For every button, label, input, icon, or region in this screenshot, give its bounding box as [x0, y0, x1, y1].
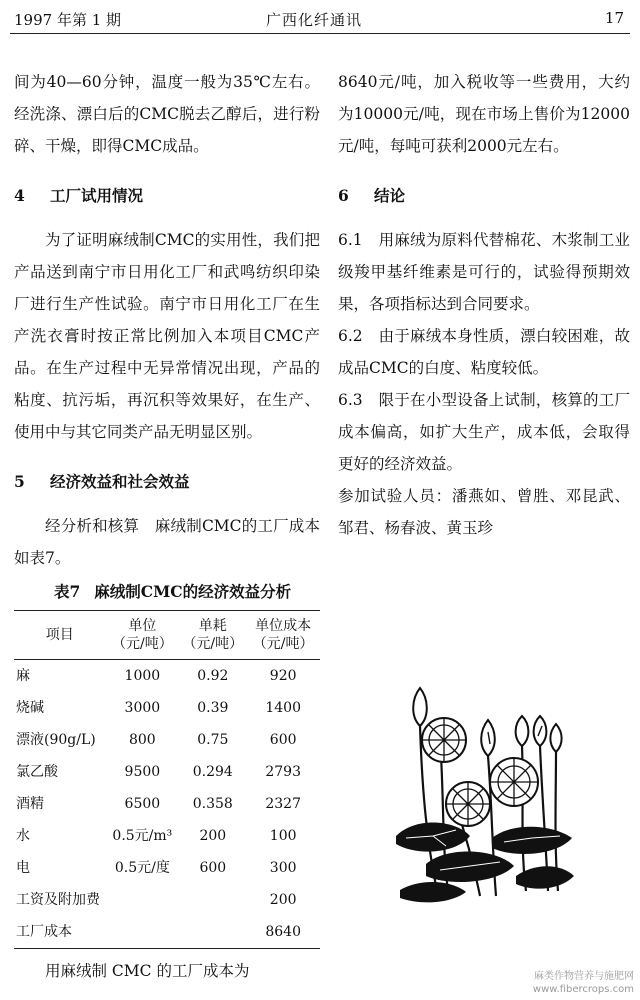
table-row	[14, 916, 320, 949]
table-cell: 0.5元/m³	[112, 828, 173, 844]
table-cell: 酒精	[16, 796, 44, 812]
section-5-heading	[14, 466, 320, 498]
table-cell: 920	[269, 668, 297, 684]
watermark	[533, 970, 634, 996]
table-cell: 0.75	[197, 732, 229, 748]
table-cell: 0.92	[197, 668, 229, 684]
table-cell: 0.294	[192, 764, 233, 780]
journal-title: 广西化纤通讯	[266, 11, 363, 29]
table-cell: 200	[199, 828, 227, 844]
table-row	[14, 852, 320, 884]
lotus-illustration	[396, 686, 574, 906]
table-row	[14, 820, 320, 852]
table-cell: 漂液(90g/L)	[16, 732, 96, 748]
table-cell: 0.39	[197, 700, 229, 716]
conclusion-item: 6.3 限于在小型设备上试制，核算的工厂成本偏高，如扩大生产，成本低，会取得更好的经济效益。	[338, 391, 630, 473]
table-cell: 工资及附加费	[16, 892, 100, 908]
section-6-heading	[338, 180, 630, 212]
table-cell: 100	[269, 828, 297, 844]
cost-table	[14, 610, 320, 949]
table-title: 麻绒制CMC的经济效益分析	[94, 582, 292, 601]
table-cell: 工厂成本	[14, 916, 246, 949]
table-cell: 0.358	[192, 796, 233, 812]
table-row	[14, 756, 320, 788]
column-header: 单位 （元/吨）	[105, 611, 179, 660]
section-4-heading	[14, 180, 320, 212]
table-cell: 3000	[124, 700, 161, 716]
table-row	[14, 884, 320, 916]
table-cell: 8640	[246, 916, 320, 949]
table-row	[14, 724, 320, 756]
section-title: 结论	[374, 186, 406, 205]
table-caption	[14, 576, 320, 608]
right-column	[338, 66, 630, 544]
table-row	[14, 692, 320, 724]
table-row	[14, 660, 320, 693]
table-cell: 6500	[124, 796, 161, 812]
left-column	[14, 66, 320, 987]
section-number: 6	[338, 186, 349, 205]
table-cell: 烧碱	[16, 700, 44, 716]
header-rule	[10, 33, 630, 34]
watermark-url: www.fibercrops.com	[532, 984, 634, 995]
table-cell: 200	[269, 892, 297, 908]
table-cell: 1400	[265, 700, 301, 716]
table-row	[14, 788, 320, 820]
paragraph-cost-continued: 用麻绒制 CMC 的工厂成本为	[45, 962, 250, 980]
table-label: 表7	[54, 582, 81, 601]
table-cell: 800	[128, 732, 156, 748]
column-header: 项目	[14, 611, 105, 660]
paragraph-economics: 经分析和核算 麻绒制CMC的工厂成本如表7。	[14, 517, 320, 567]
table-cell: 600	[269, 732, 297, 748]
table-cell: 300	[269, 860, 297, 876]
table-cell: 电	[16, 860, 30, 876]
participants-line: 参加试验人员：潘燕如、曾胜、邓昆武、邹君、杨春波、黄玉珍	[338, 487, 630, 537]
column-header: 单位成本 （元/吨）	[246, 611, 320, 660]
table-cell: 麻	[16, 668, 30, 684]
table-cell: 2793	[265, 764, 301, 780]
issue-label: 1997 年第 1 期	[14, 11, 122, 29]
table-cell: 2327	[265, 796, 301, 812]
section-number: 5	[14, 472, 25, 491]
conclusion-item: 6.2 由于麻绒本身性质，漂白较困难，故成品CMC的白度、粘度较低。	[338, 327, 630, 377]
column-header: 单耗 （元/吨）	[179, 611, 246, 660]
table-cell: 0.5元/度	[114, 860, 170, 876]
page-number: 17	[604, 9, 624, 27]
table-header-row	[14, 611, 320, 660]
table-cell: 水	[16, 828, 30, 844]
paragraph-profit: 8640元/吨，加入税收等一些费用，大约为10000元/吨，现在市场上售价为12000元/吨，每吨可获利2000元左右。	[338, 73, 630, 155]
table-cell: 1000	[124, 668, 161, 684]
section-title: 工厂试用情况	[50, 186, 144, 205]
conclusion-item: 6.1 用麻绒为原料代替棉花、木浆制工业级羧甲基纤维素是可行的，试验得预期效果，各项指标达到合同要求。	[338, 231, 630, 313]
table-cell: 9500	[124, 764, 161, 780]
watermark-name: 麻类作物营养与施肥网	[534, 971, 634, 982]
table-cell: 氯乙酸	[16, 764, 58, 780]
paragraph-process: 间为40—60分钟，温度一般为35℃左右。经洗涤、漂白后的CMC脱去乙醇后，进行粉碎、干燥，即得CMC成品。	[14, 73, 320, 155]
paragraph-trial: 为了证明麻绒制CMC的实用性，我们把产品送到南宁市日用化工厂和武鸣纺织印染厂进行生产性试验。南宁市日用化工厂在生产洗衣膏时按正常比例加入本项目CMC产品。在生产过程中无异常情况出现，产品的粘度、抗污垢，再沉积等效果好，在生产、使用中与其它同类产品无明显区别。	[14, 231, 320, 441]
section-number: 4	[14, 186, 25, 205]
section-title: 经济效益和社会效益	[50, 472, 190, 491]
table-cell: 600	[199, 860, 227, 876]
page-header	[0, 0, 640, 40]
